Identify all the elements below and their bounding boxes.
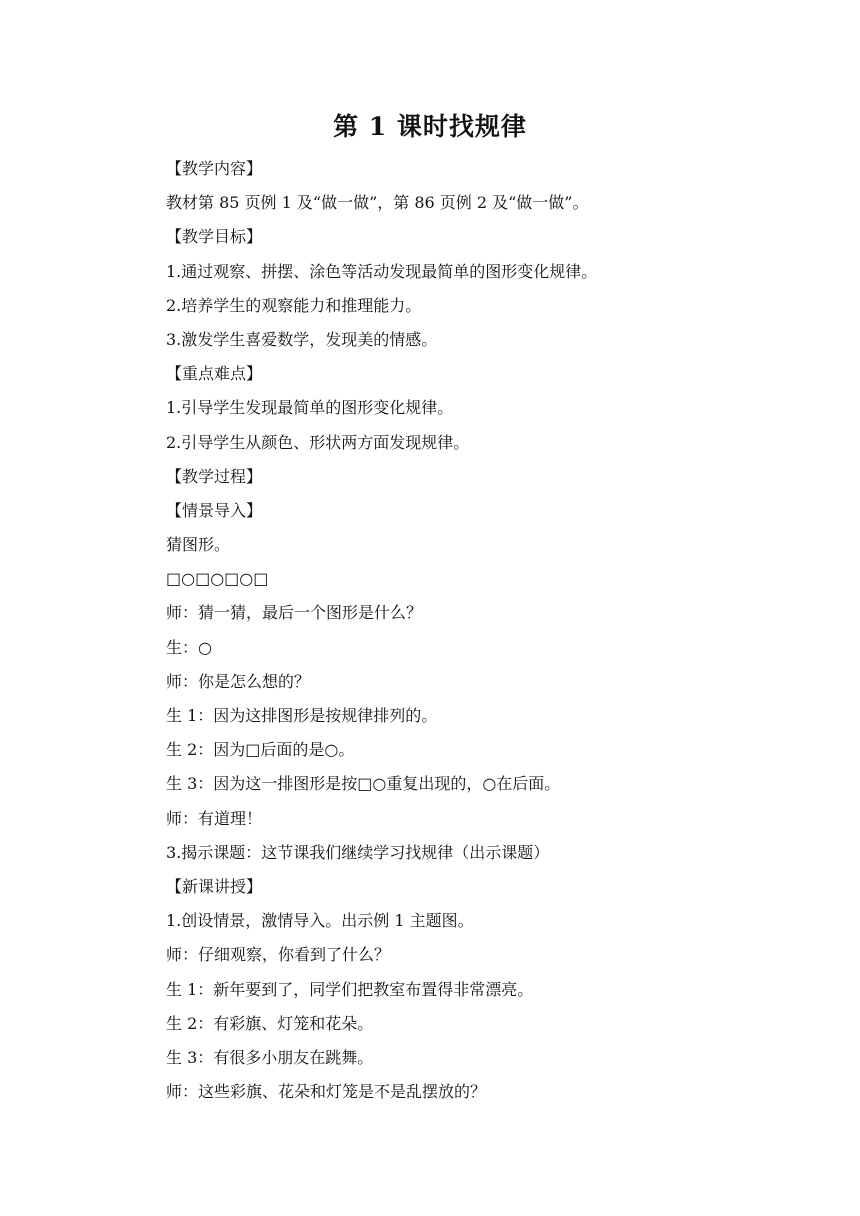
text-line: 生 3：因为这一排图形是按□○重复出现的，○在后面。 [166, 774, 561, 794]
text-line: 1.创设情景，激情导入。出示例 1 主题图。 [166, 911, 474, 931]
text-line: 生 2：因为□后面的是○。 [166, 740, 355, 760]
text-line: 师：仔细观察，你看到了什么？ [166, 945, 391, 965]
text-line: 生 2：有彩旗、灯笼和花朵。 [166, 1013, 374, 1033]
text-line: 师：猜一猜，最后一个图形是什么？ [166, 603, 423, 623]
text-line: 【教学过程】 [166, 466, 263, 486]
text-line: 2.引导学生从颜色、形状两方面发现规律。 [166, 432, 470, 452]
text-line: 师：有道理！ [166, 808, 263, 828]
text-line: 2.培养学生的观察能力和推理能力。 [166, 295, 422, 315]
text-line: 3.揭示课题：这节课我们继续学习找规律（出示课题） [166, 842, 550, 862]
text-line: 生 1：新年要到了，同学们把教室布置得非常漂亮。 [166, 979, 534, 999]
text-line: 3.激发学生喜爱数学，发现美的情感。 [166, 329, 438, 349]
document-body [166, 152, 766, 1109]
text-line: 【教学目标】 [166, 227, 263, 247]
text-line: 【情景导入】 [166, 500, 263, 520]
text-line: 猜图形。 [166, 535, 231, 555]
text-line: 生 3：有很多小朋友在跳舞。 [166, 1047, 374, 1067]
page-title: 第 1 课时找规律 [333, 112, 527, 141]
text-line: 【新课讲授】 [166, 876, 263, 896]
text-line: 【重点难点】 [166, 364, 263, 384]
text-line: 师：你是怎么想的？ [166, 671, 311, 691]
text-line: □○□○□○□ [166, 569, 269, 589]
text-line: 生：○ [166, 637, 212, 657]
text-line: 教材第 85 页例 1 及“做一做”，第 86 页例 2 及“做一做”。 [166, 193, 589, 213]
text-line: 【教学内容】 [166, 159, 263, 178]
text-line: 生 1：因为这排图形是按规律排列的。 [166, 706, 438, 725]
text-line: 师：这些彩旗、花朵和灯笼是不是乱摆放的？ [166, 1082, 487, 1102]
text-line: 1.引导学生发现最简单的图形变化规律。 [166, 398, 454, 418]
text-line: 1.通过观察、拼摆、涂色等活动发现最简单的图形变化规律。 [166, 261, 598, 281]
